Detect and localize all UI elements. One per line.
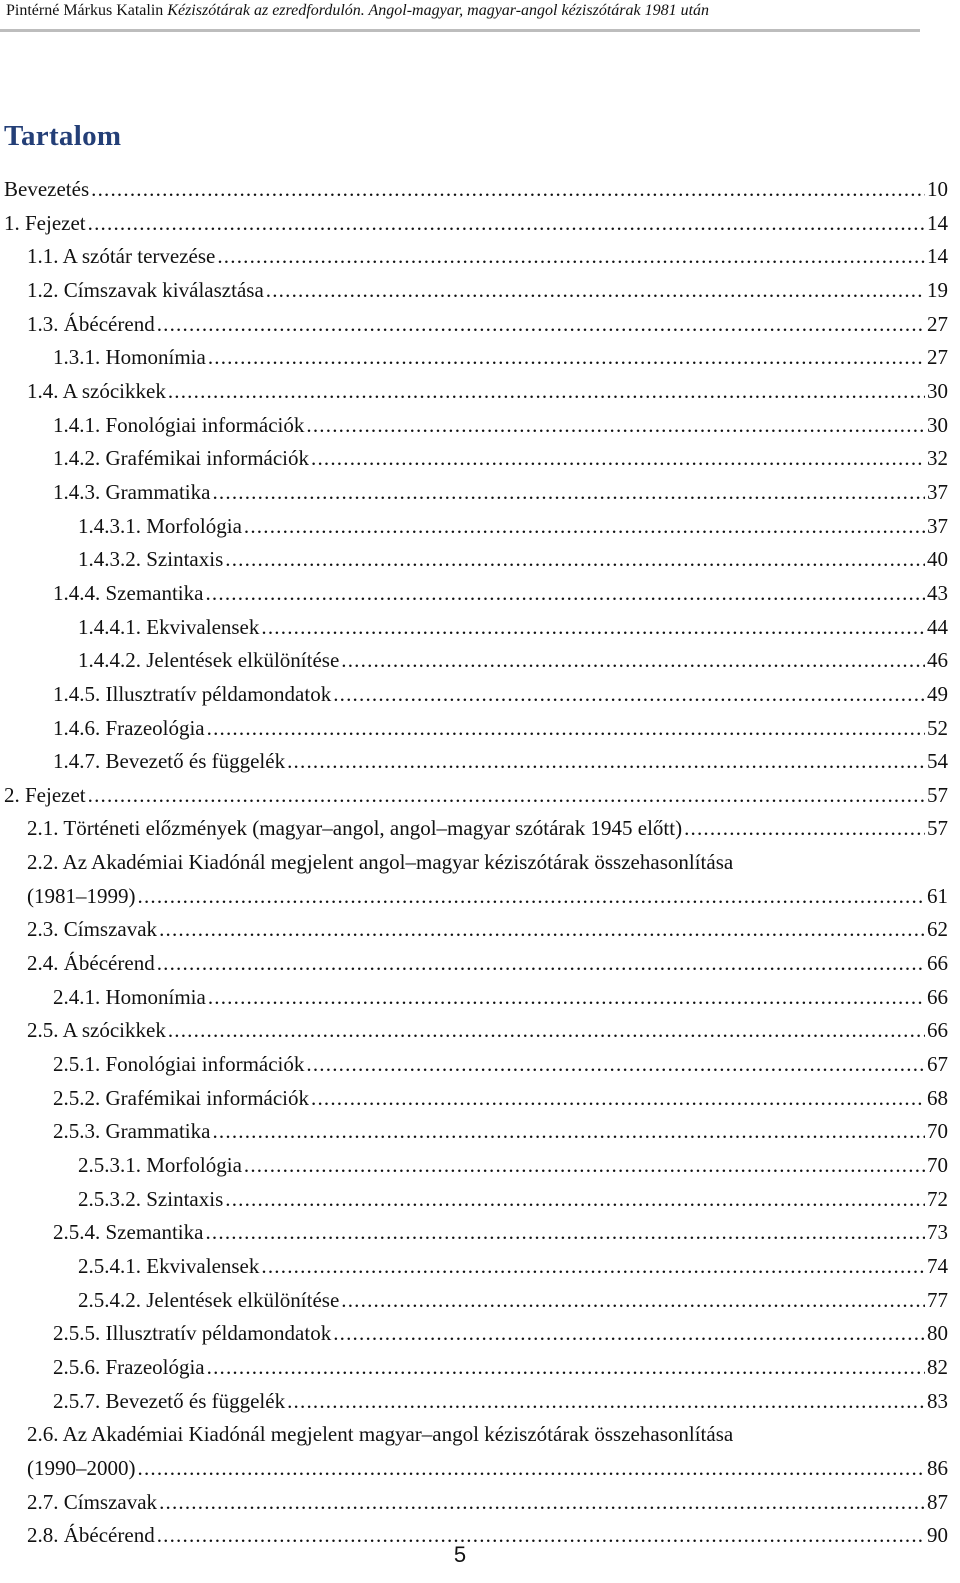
- toc-entry-page: 30: [927, 412, 948, 437]
- toc-entry-title: 1.4.3. Grammatika: [53, 479, 211, 504]
- toc-entry-title: 2.5.6. Frazeológia: [53, 1354, 205, 1379]
- toc-entry[interactable]: [0, 644, 948, 678]
- toc-entry-title: 1.4.5. Illusztratív példamondatok: [53, 681, 332, 706]
- toc-entry-page: 74: [927, 1254, 948, 1278]
- toc-entry[interactable]: [0, 510, 948, 544]
- toc-entry-title: 1.4.1. Fonológiai információk: [53, 412, 305, 437]
- toc-entry-page: 66: [927, 984, 948, 1009]
- dot-leader: [91, 173, 925, 207]
- toc-entry-continuation: [27, 1452, 948, 1486]
- toc-entry-page: 66: [927, 951, 948, 976]
- toc-entry-page: 57: [927, 782, 948, 807]
- toc-entry-page: 61: [927, 883, 948, 908]
- dot-leader: [207, 712, 925, 746]
- dot-leader: [287, 1385, 925, 1419]
- toc-entry[interactable]: [0, 981, 948, 1015]
- toc-entry[interactable]: [0, 1216, 948, 1250]
- dot-leader: [138, 1452, 926, 1486]
- toc-entry-title: 2.5.3.1. Morfológia: [78, 1153, 242, 1178]
- toc-entry[interactable]: [0, 1317, 948, 1351]
- toc-entry[interactable]: [0, 846, 948, 913]
- toc-entry[interactable]: [0, 1149, 948, 1183]
- toc-entry-page: 68: [927, 1085, 948, 1110]
- toc-entry-title-cont: (1981–1999): [27, 883, 136, 908]
- dot-leader: [208, 341, 925, 375]
- toc-entry-title: 2.5.4. Szemantika: [53, 1220, 204, 1245]
- toc-entry[interactable]: [0, 1486, 948, 1520]
- dot-leader: [244, 510, 925, 544]
- dot-leader: [205, 1216, 925, 1250]
- toc-entry-continuation: [27, 880, 948, 914]
- toc-entry-title: 1.4.2. Grafémikai információk: [53, 446, 309, 471]
- toc-entry-page: 44: [927, 614, 948, 639]
- toc-entry-title: 2.5.1. Fonológiai információk: [53, 1052, 305, 1077]
- toc-entry[interactable]: [0, 1284, 948, 1318]
- toc-entry-title: 2. Fejezet: [4, 782, 86, 807]
- toc-entry[interactable]: [0, 476, 948, 510]
- toc-entry-title: Bevezetés: [4, 177, 90, 201]
- toc-entry-title: 2.4. Ábécérend: [27, 951, 155, 976]
- toc-entry[interactable]: [0, 1385, 948, 1419]
- dot-leader: [138, 880, 926, 914]
- toc-entry-page: 80: [927, 1321, 948, 1346]
- toc-entry-page: 10: [927, 177, 948, 201]
- dot-leader: [207, 1351, 925, 1385]
- page-number: 5: [453, 1542, 467, 1567]
- dot-leader: [261, 611, 925, 645]
- toc-entry[interactable]: [0, 1014, 948, 1048]
- toc-entry-page: 70: [927, 1119, 948, 1144]
- toc-entry-page: 83: [927, 1388, 948, 1413]
- toc-entry-title: 1.4.6. Frazeológia: [53, 715, 205, 740]
- toc-entry-title: 2.1. Történeti előzmények (magyar–angol, angol–magyar szótárak 1945 előtt): [27, 816, 683, 841]
- dot-leader: [225, 1183, 925, 1217]
- toc-entry-page: 46: [927, 648, 948, 673]
- toc-entry[interactable]: [0, 409, 948, 443]
- toc-entry[interactable]: [0, 812, 948, 846]
- toc-entry[interactable]: [0, 678, 948, 712]
- toc-entry-title: 2.2. Az Akadémiai Kiadónál megjelent angol–magyar kéziszótárak összehasonlítása: [27, 850, 734, 875]
- toc-entry-page: 52: [927, 715, 948, 740]
- toc-entry-page: 14: [927, 210, 948, 235]
- toc-entry-title: 2.5.4.2. Jelentések elkülönítése: [78, 1287, 340, 1312]
- toc-entry-title: 1.4.4. Szemantika: [53, 580, 204, 605]
- toc-entry-title: 1.4.3.1. Morfológia: [78, 513, 242, 538]
- toc-entry-page: 86: [927, 1455, 948, 1480]
- toc-entry-title: 2.5.7. Bevezető és függelék: [53, 1388, 286, 1413]
- toc-entry[interactable]: [0, 1183, 948, 1217]
- toc-entry[interactable]: [0, 1048, 948, 1082]
- dot-leader: [157, 1519, 925, 1553]
- toc-entry[interactable]: [0, 207, 948, 241]
- toc-entry[interactable]: [0, 341, 948, 375]
- dot-leader: [225, 543, 925, 577]
- toc-entry[interactable]: [0, 712, 948, 746]
- toc-entry-title: 1.4.3.2. Szintaxis: [78, 547, 224, 572]
- toc-entry-title-cont: (1990–2000): [27, 1455, 136, 1480]
- dot-leader: [157, 947, 925, 981]
- toc-entry-page: 67: [927, 1052, 948, 1077]
- dot-leader: [306, 409, 925, 443]
- toc-entry[interactable]: [0, 173, 948, 207]
- toc-entry-page: 27: [927, 345, 948, 370]
- toc-entry-page: 82: [927, 1354, 948, 1379]
- toc-entry-title: 1.1. A szótár tervezése: [27, 244, 216, 269]
- toc-entry-title: 2.3. Címszavak: [27, 917, 158, 942]
- toc-entry[interactable]: [0, 1351, 948, 1385]
- dot-leader: [168, 375, 925, 409]
- toc-entry-page: 77: [927, 1287, 948, 1312]
- dot-leader: [88, 779, 925, 813]
- toc-entry-page: 32: [927, 446, 948, 471]
- toc-entry-title: 2.5.3. Grammatika: [53, 1119, 211, 1144]
- dot-leader: [159, 913, 925, 947]
- toc-entry-title: 2.4.1. Homonímia: [53, 984, 206, 1009]
- dot-leader: [287, 745, 925, 779]
- dot-leader: [244, 1149, 925, 1183]
- toc-entry[interactable]: [0, 1082, 948, 1116]
- dot-leader: [333, 678, 925, 712]
- toc-entry[interactable]: [0, 611, 948, 645]
- toc-entry[interactable]: [0, 1115, 948, 1149]
- toc-entry-page: 37: [927, 513, 948, 538]
- toc-entry-page: 43: [927, 580, 948, 605]
- toc-entry-page: 62: [927, 917, 948, 942]
- toc-entry-page: 37: [927, 479, 948, 504]
- header-author: Pintérné Márkus Katalin: [6, 2, 164, 19]
- header-rule: [0, 29, 920, 32]
- dot-leader: [261, 1250, 925, 1284]
- running-header: [6, 0, 920, 24]
- toc-entry-page: 30: [927, 378, 948, 403]
- table-of-contents: [0, 173, 960, 1553]
- toc-entry-title: 1.4.4.1. Ekvivalensek: [78, 614, 260, 639]
- dot-leader: [159, 1486, 925, 1520]
- toc-entry-page: 66: [927, 1018, 948, 1043]
- toc-entry-title: 1.3.1. Homonímia: [53, 345, 206, 370]
- toc-entry-title: 2.5.5. Illusztratív példamondatok: [53, 1321, 332, 1346]
- toc-entry-title: 1.2. Címszavak kiválasztása: [27, 277, 264, 302]
- toc-entry[interactable]: [0, 1418, 948, 1485]
- dot-leader: [311, 442, 925, 476]
- toc-entry-page: 27: [927, 311, 948, 336]
- toc-entry[interactable]: [0, 442, 948, 476]
- toc-entry[interactable]: [0, 308, 948, 342]
- toc-entry-page: 87: [927, 1489, 948, 1514]
- toc-entry-title: 1.4.7. Bevezető és függelék: [53, 749, 286, 774]
- dot-leader: [212, 1115, 925, 1149]
- toc-entry-title: 2.5. A szócikkek: [27, 1018, 166, 1043]
- toc-entry-title: 2.8. Ábécérend: [27, 1523, 155, 1548]
- dot-leader: [212, 476, 925, 510]
- toc-entry[interactable]: [0, 577, 948, 611]
- toc-entry-page: 70: [927, 1153, 948, 1178]
- dot-leader: [217, 240, 925, 274]
- toc-entry-page: 57: [927, 816, 948, 841]
- toc-entry-title: 2.5.3.2. Szintaxis: [78, 1186, 224, 1211]
- toc-entry-page: 90: [927, 1523, 948, 1548]
- toc-entry-title: 1.3. Ábécérend: [27, 311, 155, 336]
- toc-entry[interactable]: [0, 543, 948, 577]
- dot-leader: [208, 981, 925, 1015]
- toc-entry-page: 49: [927, 681, 948, 706]
- toc-entry[interactable]: [0, 745, 948, 779]
- toc-entry-page: 40: [927, 547, 948, 572]
- toc-entry-title: 1.4.4.2. Jelentések elkülönítése: [78, 648, 340, 673]
- dot-leader: [306, 1048, 925, 1082]
- toc-entry[interactable]: [0, 779, 948, 813]
- toc-entry-title: 2.7. Címszavak: [27, 1489, 158, 1514]
- toc-entry-title: 2.5.2. Grafémikai információk: [53, 1085, 309, 1110]
- dot-leader: [205, 577, 925, 611]
- toc-entry-title: 1.4. A szócikkek: [27, 378, 166, 403]
- dot-leader: [341, 644, 925, 678]
- dot-leader: [266, 274, 925, 308]
- dot-leader: [341, 1284, 925, 1318]
- toc-entry[interactable]: [0, 240, 948, 274]
- toc-entry-title: 2.6. Az Akadémiai Kiadónál megjelent magyar–angol kéziszótárak összehasonlítása: [27, 1422, 734, 1447]
- toc-entry-page: 72: [927, 1186, 948, 1211]
- toc-title: Tartalom: [4, 120, 122, 152]
- toc-entry-page: 19: [927, 277, 948, 302]
- dot-leader: [88, 207, 925, 241]
- dot-leader: [333, 1317, 925, 1351]
- dot-leader: [311, 1082, 925, 1116]
- toc-entry[interactable]: [0, 274, 948, 308]
- toc-entry[interactable]: [0, 947, 948, 981]
- toc-entry-page: 73: [927, 1220, 948, 1245]
- dot-leader: [157, 308, 925, 342]
- toc-entry-page: 14: [927, 244, 948, 269]
- header-book-title: Kéziszótárak az ezredfordulón. Angol-magyar, magyar-angol kéziszótárak 1981 után: [167, 2, 710, 19]
- toc-entry-title: 1. Fejezet: [4, 210, 86, 235]
- toc-entry-title: 2.5.4.1. Ekvivalensek: [78, 1254, 260, 1278]
- toc-entry[interactable]: [0, 1250, 948, 1284]
- toc-entry[interactable]: [0, 375, 948, 409]
- toc-entry[interactable]: [0, 913, 948, 947]
- dot-leader: [168, 1014, 925, 1048]
- toc-entry-page: 54: [927, 749, 948, 774]
- dot-leader: [684, 812, 925, 846]
